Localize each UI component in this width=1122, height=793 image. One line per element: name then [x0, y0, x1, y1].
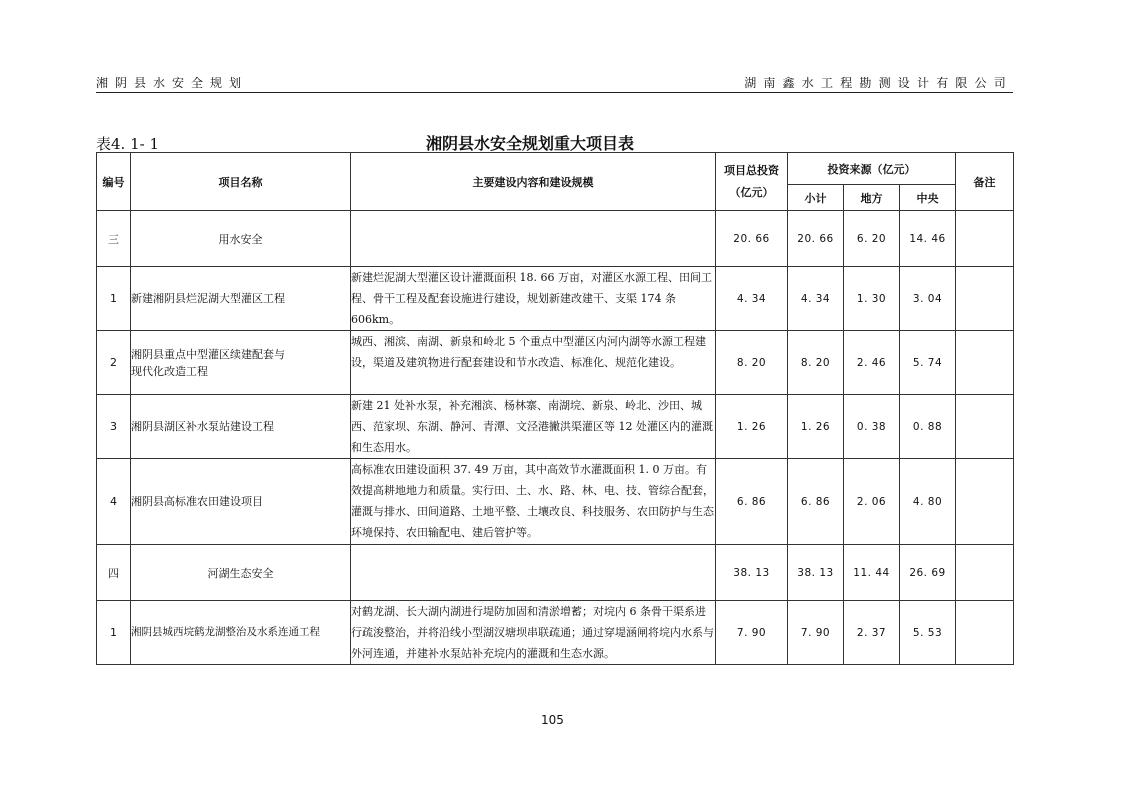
cell-name: 用水安全: [131, 211, 351, 267]
cell-total: 7. 90: [716, 601, 788, 665]
cell-total: 38. 13: [716, 545, 788, 601]
cell-local: 2. 46: [844, 331, 900, 395]
cell-subtotal: 6. 86: [788, 459, 844, 545]
table-row: [97, 267, 1014, 331]
cell-subtotal: 7. 90: [788, 601, 844, 665]
header-left-title: 湘阴县水安全规划: [96, 76, 249, 90]
cell-subtotal: 4. 34: [788, 267, 844, 331]
col-header-name: 项目名称: [131, 153, 351, 211]
cell-content: 城西、湘滨、南湖、新泉和岭北 5 个重点中型灌区内河内湖等水源工程建设，渠道及建筑物进行配套建设和节水改造、标准化、规范化建设。: [351, 331, 716, 395]
table-number: 表4. 1- 1: [96, 135, 160, 153]
cell-local: 11. 44: [844, 545, 900, 601]
cell-name: 湘阴县重点中型灌区续建配套与现代化改造工程: [131, 331, 351, 395]
cell-subtotal: 8. 20: [788, 331, 844, 395]
cell-content: 新建 21 处补水泵，补充湘滨、杨林寨、南湖垸、新泉、岭北、沙田、城西、范家坝、东湖、静河、青潭、文泾港撇洪渠灌区等 12 处灌区内的灌溉和生态用水。: [351, 395, 716, 459]
cell-local: 6. 20: [844, 211, 900, 267]
projects-table: [96, 152, 1014, 665]
cell-central: 0. 88: [900, 395, 956, 459]
col-header-local: 地方: [844, 185, 900, 211]
page-number: 105: [541, 713, 564, 727]
col-header-central: 中央: [900, 185, 956, 211]
cell-total: 20. 66: [716, 211, 788, 267]
cell-total: 1. 26: [716, 395, 788, 459]
cell-central: 14. 46: [900, 211, 956, 267]
table-row: [97, 459, 1014, 545]
cell-central: 5. 53: [900, 601, 956, 665]
table-title: 湘阴县水安全规划重大项目表: [425, 134, 634, 153]
cell-remark: [956, 459, 1014, 545]
cell-name: 湘阴县湖区补水泵站建设工程: [131, 395, 351, 459]
table-row-section: [97, 545, 1014, 601]
cell-remark: [956, 545, 1014, 601]
cell-subtotal: 20. 66: [788, 211, 844, 267]
cell-name: 新建湘阴县烂泥湖大型灌区工程: [131, 267, 351, 331]
cell-local: 2. 37: [844, 601, 900, 665]
cell-remark: [956, 267, 1014, 331]
cell-remark: [956, 601, 1014, 665]
cell-local: 1. 30: [844, 267, 900, 331]
header-right-company: 湖南鑫水工程勘测设计有限公司: [744, 76, 1013, 90]
cell-local: 0. 38: [844, 395, 900, 459]
col-header-source: 投资来源（亿元）: [788, 153, 956, 185]
table-row: [97, 331, 1014, 395]
cell-subtotal: 38. 13: [788, 545, 844, 601]
cell-central: 4. 80: [900, 459, 956, 545]
cell-subtotal: 1. 26: [788, 395, 844, 459]
cell-total: 8. 20: [716, 331, 788, 395]
cell-central: 26. 69: [900, 545, 956, 601]
cell-total: 4. 34: [716, 267, 788, 331]
cell-local: 2. 06: [844, 459, 900, 545]
cell-no: 4: [97, 459, 131, 545]
cell-name: 河湖生态安全: [131, 545, 351, 601]
cell-no: 3: [97, 395, 131, 459]
cell-content: 高标准农田建设面积 37. 49 万亩，其中高效节水灌溉面积 1. 0 万亩。有效提高耕地地力和质量。实行田、土、水、路、林、电、技、管综合配套，灌溉与排水、田间道路、土地平整、土壤改良、科技服务、农田防护与生态环境保持、农田输配电、建后管护等。: [351, 459, 716, 545]
cell-central: 3. 04: [900, 267, 956, 331]
cell-content: [351, 545, 716, 601]
cell-no: 三: [97, 211, 131, 267]
cell-content: [351, 211, 716, 267]
cell-remark: [956, 331, 1014, 395]
cell-no: 1: [97, 267, 131, 331]
col-header-remark: 备注: [956, 153, 1014, 211]
cell-no: 2: [97, 331, 131, 395]
table-row: [97, 395, 1014, 459]
cell-name: 湘阴县城西垸鹤龙湖整治及水系连通工程: [131, 601, 351, 665]
table-row: [97, 601, 1014, 665]
cell-content: 对鹤龙湖、长大湖内湖进行堤防加固和清淤增蓄；对垸内 6 条骨干渠系进行疏浚整治，并将沿线小型湖汊塘坝串联疏通；通过穿堤涵闸将垸内水系与外河连通，并建补水泵站补充垸内的灌溉和生态水源。: [351, 601, 716, 665]
col-header-content: 主要建设内容和建设规模: [351, 153, 716, 211]
col-header-total: 项目总投资 （亿元）: [716, 153, 788, 211]
cell-no: 四: [97, 545, 131, 601]
cell-remark: [956, 395, 1014, 459]
cell-content: 新建烂泥湖大型灌区设计灌溉面积 18. 66 万亩，对灌区水源工程、田间工程、骨干工程及配套设施进行建设，规划新建改建干、支渠 174 条 606km。: [351, 267, 716, 331]
cell-no: 1: [97, 601, 131, 665]
cell-remark: [956, 211, 1014, 267]
table-row-section: [97, 211, 1014, 267]
cell-total: 6. 86: [716, 459, 788, 545]
col-header-subtotal: 小计: [788, 185, 844, 211]
cell-name: 湘阴县高标准农田建设项目: [131, 459, 351, 545]
col-header-no: 编号: [97, 153, 131, 211]
cell-central: 5. 74: [900, 331, 956, 395]
running-header: [96, 74, 1013, 93]
